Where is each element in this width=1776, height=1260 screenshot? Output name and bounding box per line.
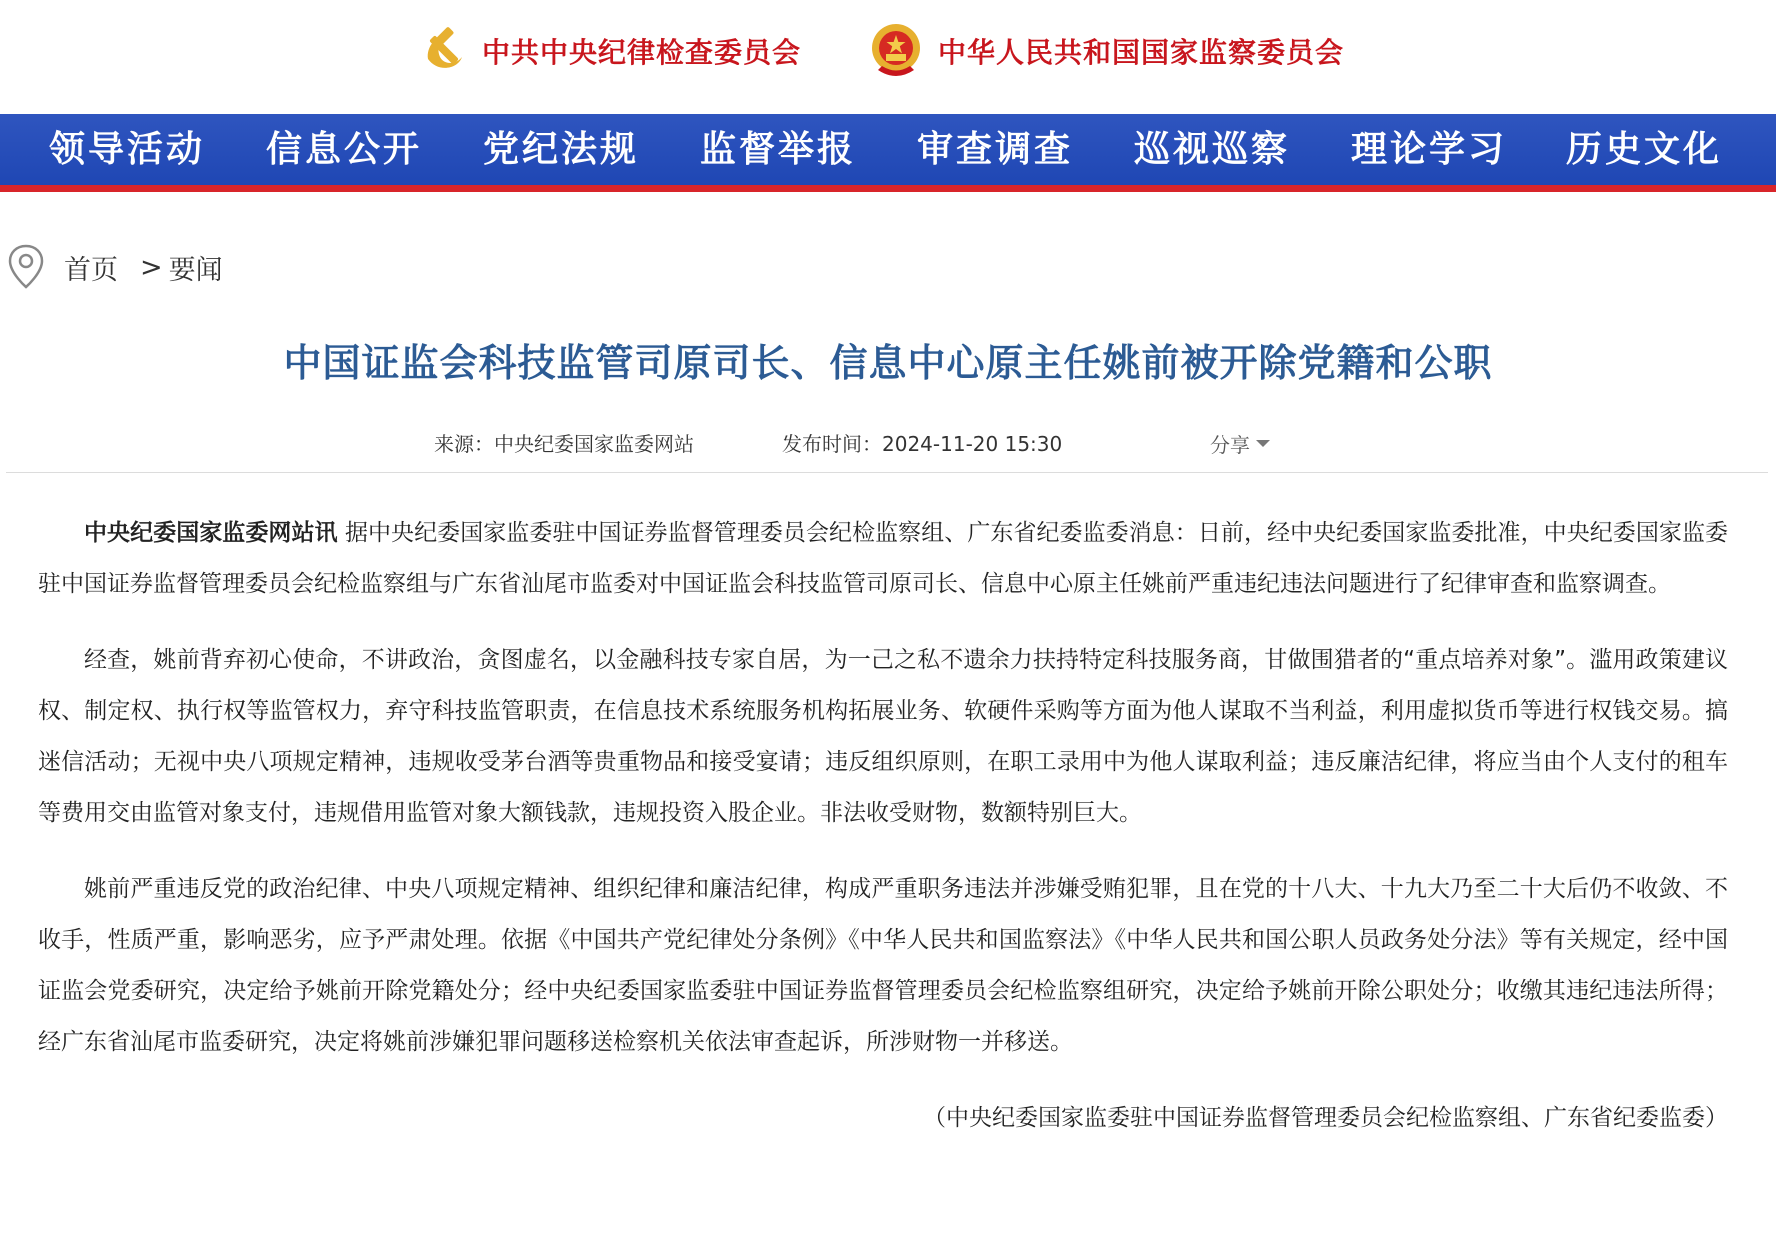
breadcrumb-current[interactable]: 要闻 [168, 254, 223, 286]
divider [6, 472, 1768, 473]
nav-item-reporting[interactable]: 监督举报 [700, 128, 857, 170]
breadcrumb [6, 244, 223, 290]
article-signature: （中央纪委国家监委驻中国证券监督管理委员会纪检监察组、广东省纪委监委） [923, 1105, 1728, 1131]
main-nav [0, 114, 1776, 192]
paragraph-3: 姚前严重违反党的政治纪律、中央八项规定精神、组织纪律和廉洁纪律，构成严重职务违法并涉嫌受贿犯罪，且在党的十八大、十九大乃至二十大后仍不收敛、不收手，性质严重，影响恶劣，应予严肃处理。依据《中国共产党纪律处分条例》《中华人民共和国监察法》《中华人民共和国公职人员政务处分法》等有关规定，经中国证监会党委研究，决定给予姚前开除党籍处分；经中央纪委国家监委驻中国证券监督管理委员会纪检监察组研究，决定给予姚前开除公职处分；收缴其违纪违法所得；经广东省汕尾市监委研究，决定将姚前涉嫌犯罪问题移送检察机关依法审查起诉，所涉财物一并移送。 [38, 876, 1728, 1055]
article-body [38, 508, 1728, 1169]
breadcrumb-home[interactable]: 首页 [64, 254, 118, 286]
paragraph-1-text: 据中央纪委国家监委驻中国证券监督管理委员会纪检监察组、广东省纪委监委消息：日前，经中央纪委国家监委批准，中央纪委国家监委驻中国证券监督管理委员会纪检监察组与广东省汕尾市监委对中国证监会科技监管司原司长、信息中心原主任姚前严重违纪违法问题进行了纪律审查和监察调查。 [38, 520, 1729, 597]
lead-text: 中央纪委国家监委网站讯 [84, 520, 338, 546]
nsc-title: 中华人民共和国国家监察委员会 [938, 36, 1345, 69]
nav-item-history[interactable]: 历史文化 [1566, 128, 1723, 170]
nav-item-inspection[interactable]: 巡视巡察 [1134, 128, 1291, 170]
breadcrumb-separator: > [140, 251, 163, 283]
ccdi-title: 中共中央纪律检查委员会 [482, 36, 802, 69]
ccdi-logo[interactable] [418, 16, 801, 86]
article-title: 中国证监会科技监管司原司长、信息中心原主任姚前被开除党籍和公职 [283, 341, 1493, 385]
source-value: 中央纪委国家监委网站 [494, 432, 694, 456]
share-button[interactable] [1210, 428, 1270, 458]
paragraph-2: 经查，姚前背弃初心使命，不讲政治，贪图虚名，以金融科技专家自居，为一己之私不遗余力扶持特定科技服务商，甘做围猎者的“重点培养对象”。滥用政策建议权、制定权、执行权等监管权力，弃守科技监管职责，在信息技术系统服务机构拓展业务、软硬件采购等方面为他人谋取不当利益，利用虚拟货币等进行权钱交易。搞迷信活动；无视中央八项规定精神，违规收受茅台酒等贵重物品和接受宴请；违反组织原则，在职工录用中为他人谋取利益；违反廉洁纪律，将应当由个人支付的租车等费用交由监管对象支付，违规借用监管对象大额钱款，违规投资入股企业。非法收受财物，数额特别巨大。 [38, 647, 1728, 826]
time-label: 发布时间： [782, 432, 882, 456]
nsc-logo[interactable] [866, 16, 1344, 86]
time-value: 2024-11-20 15:30 [882, 432, 1063, 456]
nav-item-investigation[interactable]: 审查调查 [917, 128, 1074, 170]
share-label: 分享 [1210, 432, 1250, 457]
paragraph-1 [38, 508, 1728, 610]
nav-item-theory[interactable]: 理论学习 [1351, 128, 1508, 170]
article-time [782, 428, 1062, 458]
chevron-down-icon [1256, 440, 1270, 447]
nav-item-disclosure[interactable]: 信息公开 [266, 128, 423, 170]
hammer-sickle-icon [418, 25, 470, 77]
nav-item-regulations[interactable]: 党纪法规 [483, 128, 640, 170]
location-pin-icon [6, 243, 46, 291]
article-source [434, 428, 694, 458]
site-header [0, 0, 1776, 114]
nav-item-leadership[interactable]: 领导活动 [49, 128, 206, 170]
source-label: 来源： [434, 432, 494, 456]
national-emblem-icon [866, 20, 926, 82]
